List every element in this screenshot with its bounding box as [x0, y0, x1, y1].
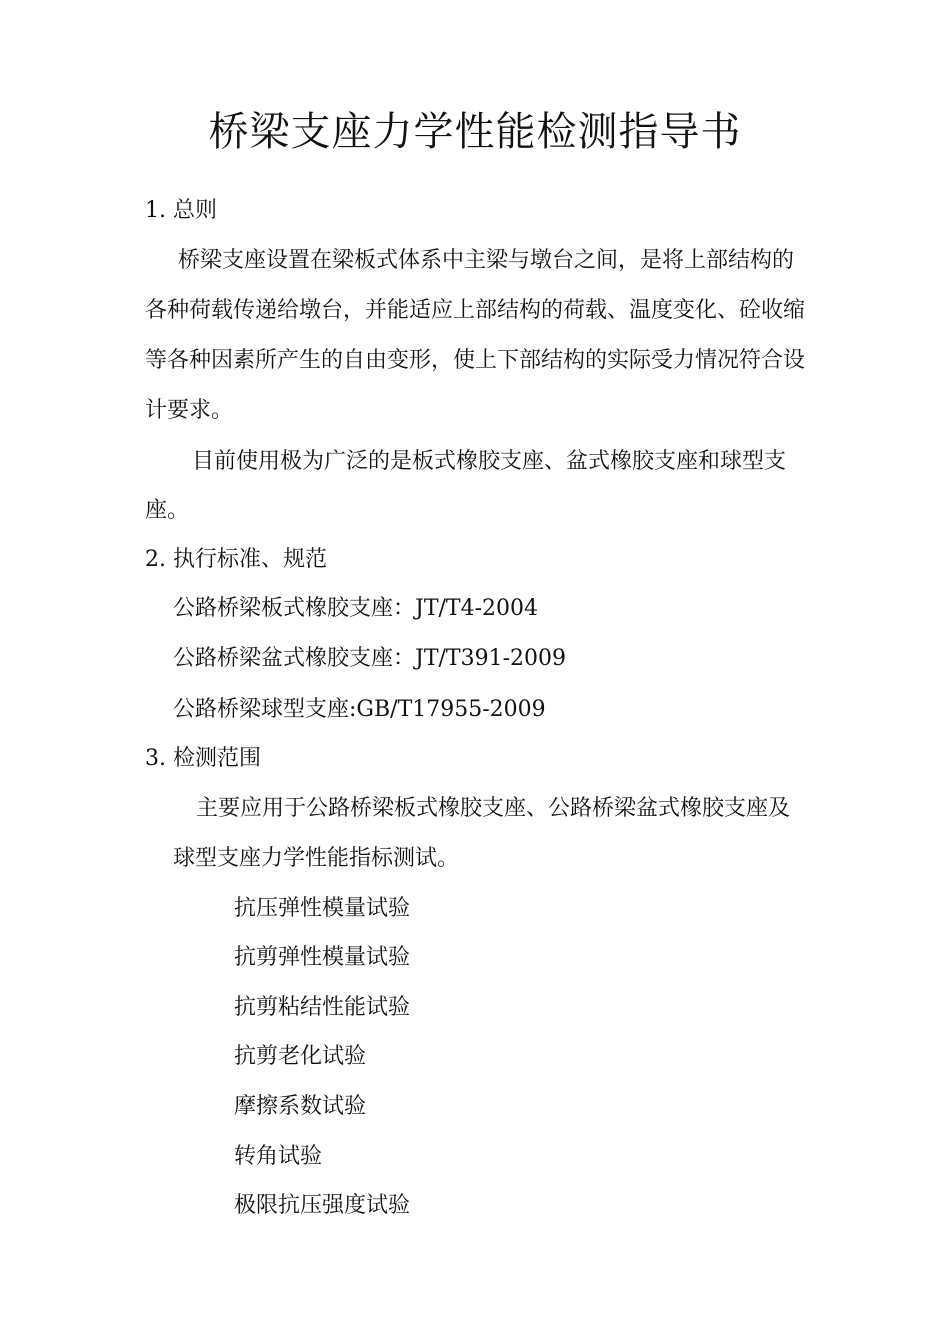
paragraph-line: 计要求。	[145, 398, 234, 423]
section-heading-standards: 2. 执行标准、规范	[145, 547, 327, 572]
test-item: 抗剪粘结性能试验	[234, 995, 411, 1020]
paragraph-line: 球型支座力学性能指标测试。	[173, 846, 460, 871]
test-item: 摩擦系数试验	[234, 1094, 367, 1119]
document-title: 桥梁支座力学性能检测指导书	[208, 109, 742, 155]
standard-item: 公路桥梁球型支座:GB/T17955-2009	[173, 697, 546, 722]
test-item: 抗压弹性模量试验	[234, 896, 411, 921]
standard-item: 公路桥梁板式橡胶支座：JT/T4-2004	[173, 596, 538, 621]
paragraph-line: 各种荷载传递给墩台，并能适应上部结构的荷载、温度变化、砼收缩	[145, 298, 806, 323]
test-item: 抗剪弹性模量试验	[234, 945, 411, 970]
paragraph-line: 主要应用于公路桥梁板式橡胶支座、公路桥梁盆式橡胶支座及	[196, 796, 791, 821]
paragraph-line: 座。	[145, 498, 190, 523]
section-heading-scope: 3. 检测范围	[145, 746, 261, 771]
paragraph-line: 等各种因素所产生的自由变形，使上下部结构的实际受力情况符合设	[145, 348, 806, 373]
test-item: 转角试验	[234, 1144, 323, 1169]
test-item: 抗剪老化试验	[234, 1044, 367, 1069]
test-item: 极限抗压强度试验	[234, 1193, 411, 1218]
paragraph-line: 目前使用极为广泛的是板式橡胶支座、盆式橡胶支座和球型支	[192, 449, 787, 474]
standard-item: 公路桥梁盆式橡胶支座：JT/T391-2009	[173, 646, 566, 671]
paragraph-line: 桥梁支座设置在梁板式体系中主梁与墩台之间，是将上部结构的	[178, 248, 795, 273]
section-heading-general: 1. 总则	[145, 198, 217, 223]
